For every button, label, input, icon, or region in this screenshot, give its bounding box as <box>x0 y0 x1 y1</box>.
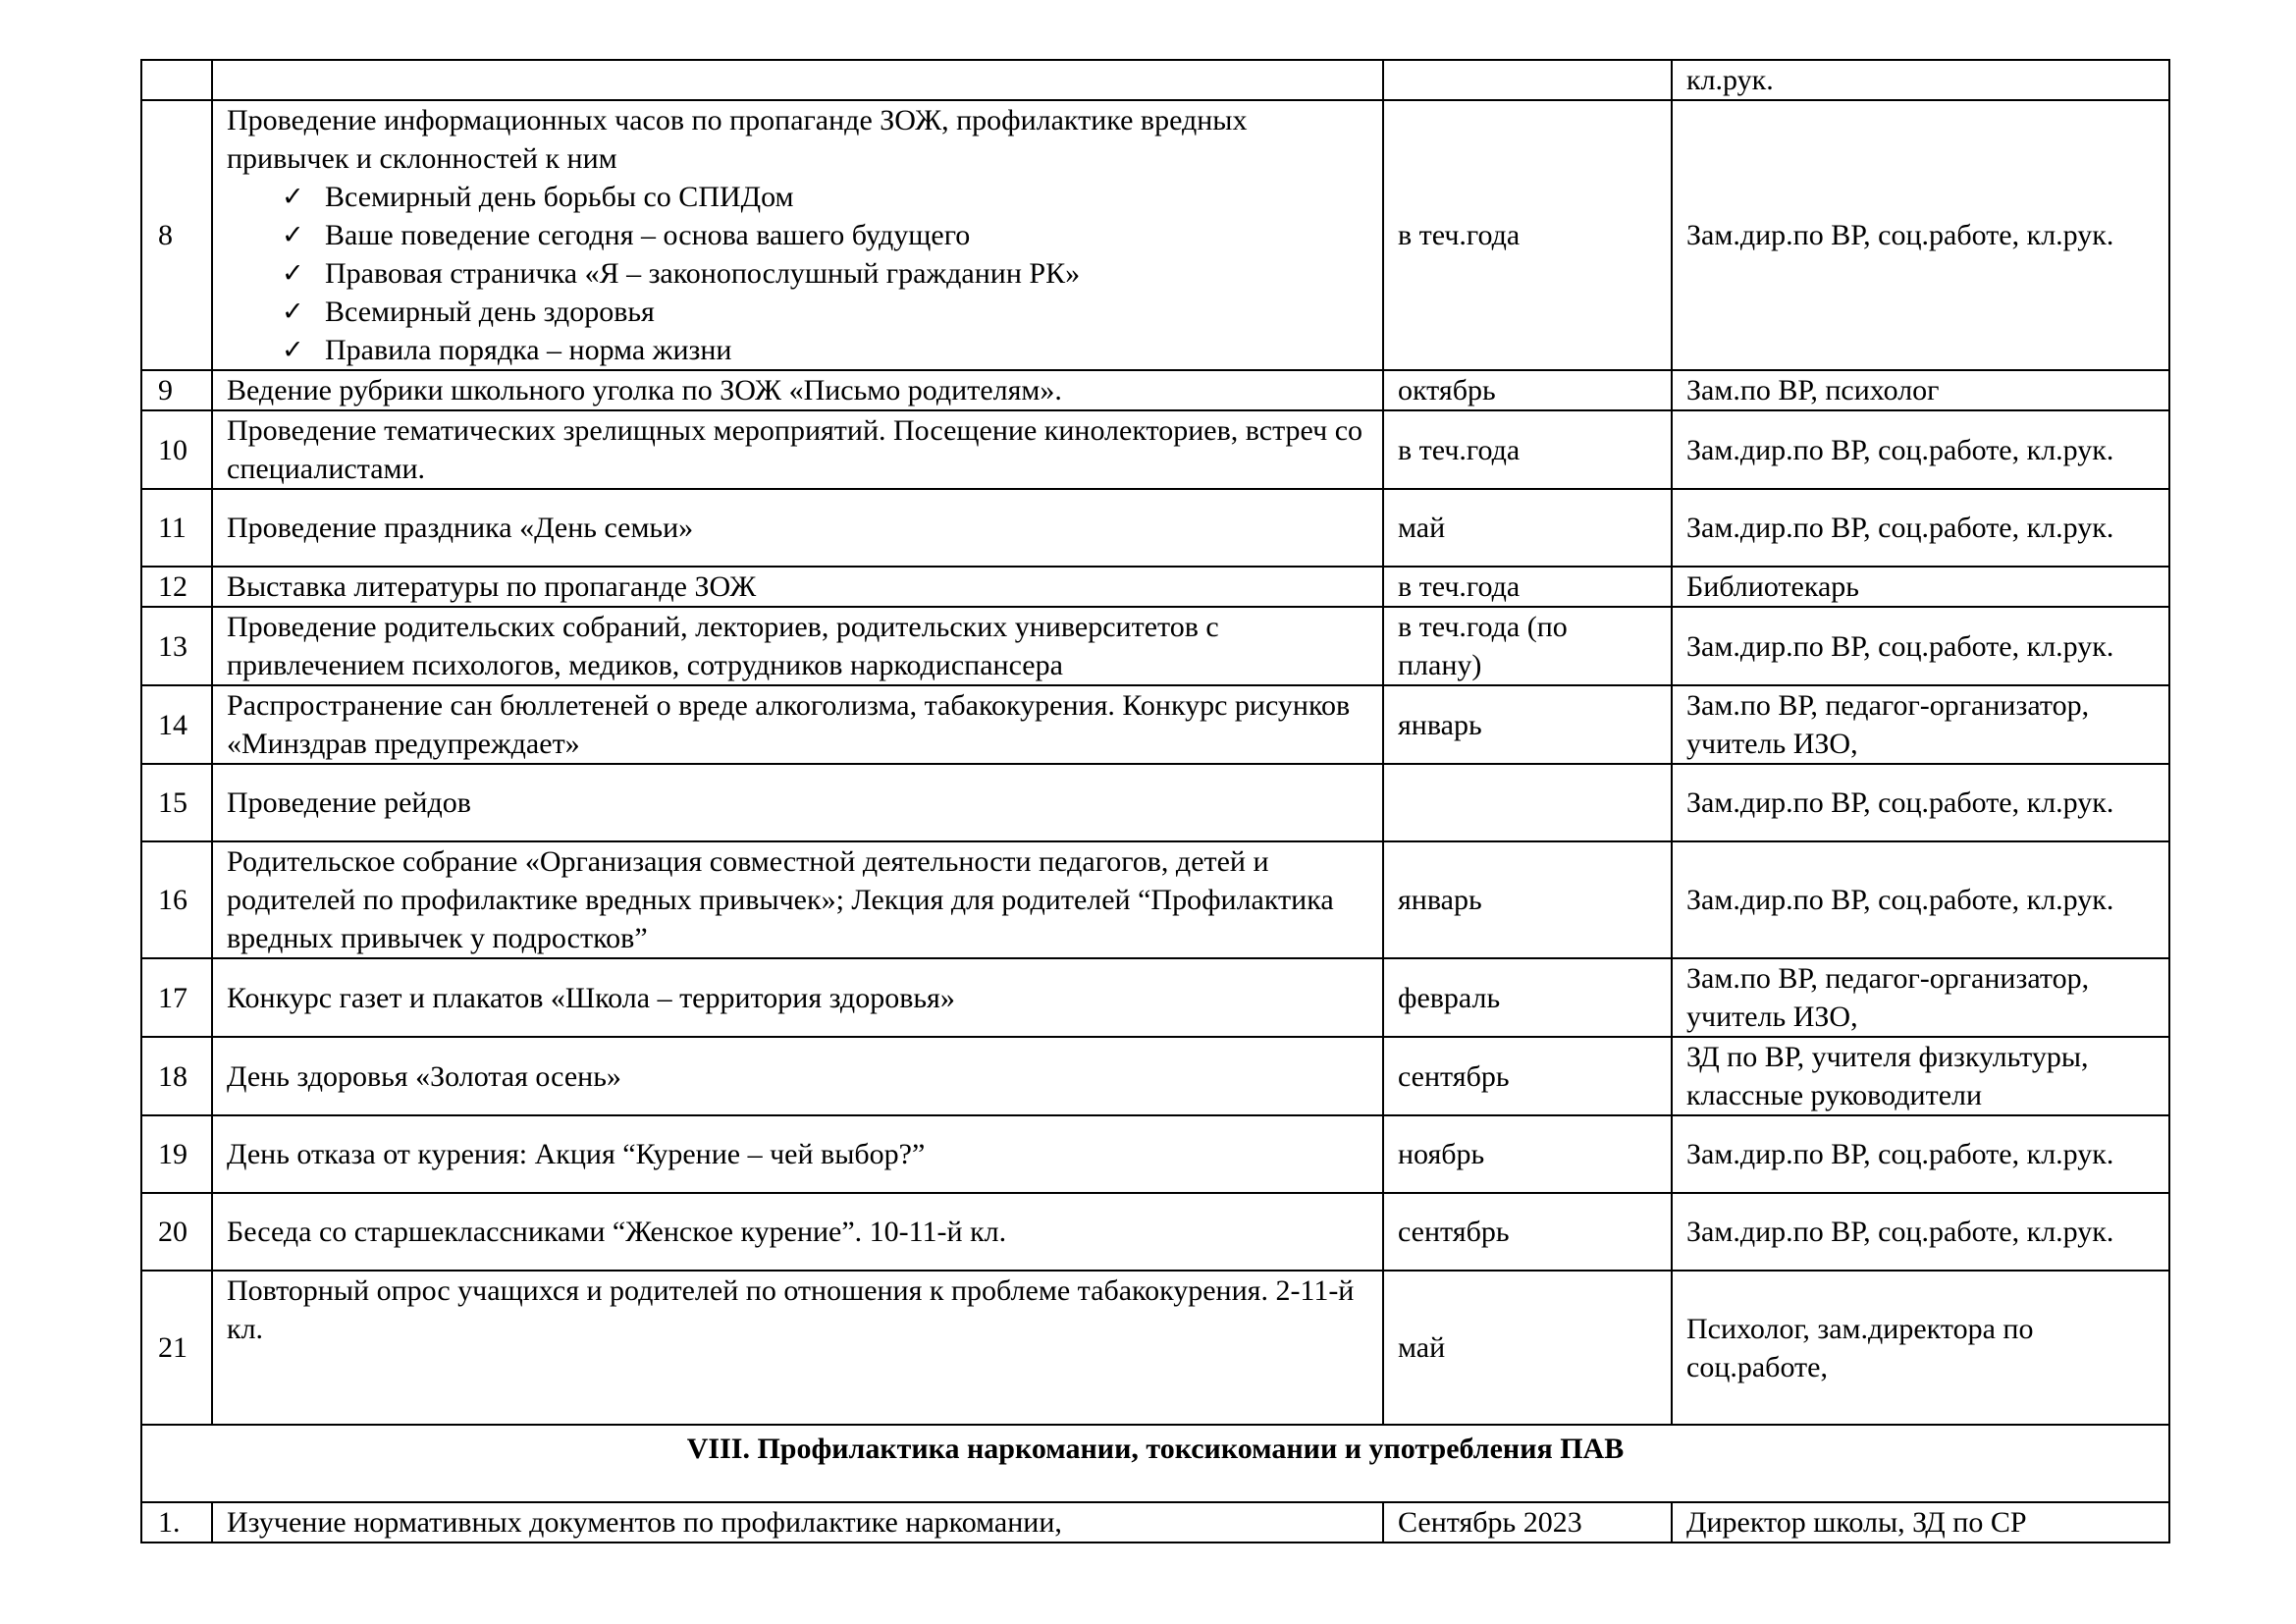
date-cell <box>1383 60 1672 100</box>
event-cell: Родительское собрание «Организация совместной деятельности педагогов, детей и родителей по профилактике вредных привычек»; Лекция для родителей “Профилактика вредных привычек у подростков” <box>212 841 1383 958</box>
event-intro: Проведение информационных часов по пропаганде ЗОЖ, профилактике вредных привычек и склонностей к ним <box>227 104 1248 175</box>
event-checklist <box>227 178 1368 369</box>
row-number: 17 <box>141 958 212 1037</box>
table-row <box>141 1271 2169 1425</box>
table-row <box>141 567 2169 607</box>
responsible-cell: Зам.дир.по ВР, соц.работе, кл.рук. <box>1672 764 2169 841</box>
responsible-cell: ЗД по ВР, учителя физкультуры, классные руководители <box>1672 1037 2169 1115</box>
table-row <box>141 764 2169 841</box>
responsible-cell: Психолог, зам.директора по соц.работе, <box>1672 1271 2169 1425</box>
responsible-cell: Зам.дир.по ВР, соц.работе, кл.рук. <box>1672 841 2169 958</box>
row-number: 13 <box>141 607 212 685</box>
row-number: 1. <box>141 1502 212 1543</box>
section-row <box>141 1425 2169 1502</box>
responsible-cell: Зам.дир.по ВР, соц.работе, кл.рук. <box>1672 1115 2169 1193</box>
event-cell: День отказа от курения: Акция “Курение – чей выбор?” <box>212 1115 1383 1193</box>
date-cell: в теч.года <box>1383 567 1672 607</box>
row-number: 12 <box>141 567 212 607</box>
date-cell: Сентябрь 2023 <box>1383 1502 1672 1543</box>
date-cell: январь <box>1383 685 1672 764</box>
date-cell: январь <box>1383 841 1672 958</box>
responsible-cell: Зам.дир.по ВР, соц.работе, кл.рук. <box>1672 410 2169 489</box>
row-number: 8 <box>141 100 212 370</box>
row-number: 14 <box>141 685 212 764</box>
table-row <box>141 410 2169 489</box>
row-number: 15 <box>141 764 212 841</box>
responsible-cell: Зам.дир.по ВР, соц.работе, кл.рук. <box>1672 607 2169 685</box>
event-cell <box>212 100 1383 370</box>
responsible-cell: Директор школы, ЗД по СР <box>1672 1502 2169 1543</box>
list-item-label: Всемирный день борьбы со СПИДом <box>325 181 794 213</box>
event-cell: Проведение родительских собраний, лекториев, родительских университетов с привлечением психологов, медиков, сотрудников наркодиспансера <box>212 607 1383 685</box>
plan-table <box>140 59 2170 1543</box>
responsible-cell: Зам.дир.по ВР, соц.работе, кл.рук. <box>1672 489 2169 567</box>
event-cell: Проведение праздника «День семьи» <box>212 489 1383 567</box>
date-cell: ноябрь <box>1383 1115 1672 1193</box>
date-cell: сентябрь <box>1383 1037 1672 1115</box>
list-item <box>282 331 1368 369</box>
table-row <box>141 607 2169 685</box>
row-number: 20 <box>141 1193 212 1271</box>
table-row <box>141 1037 2169 1115</box>
list-item <box>282 216 1368 254</box>
checkmark-icon: ✓ <box>282 297 304 327</box>
row-number: 11 <box>141 489 212 567</box>
checkmark-icon: ✓ <box>282 182 304 212</box>
row-number: 16 <box>141 841 212 958</box>
event-cell: Проведение рейдов <box>212 764 1383 841</box>
responsible-cell: Зам.по ВР, педагог-организатор, учитель ИЗО, <box>1672 958 2169 1037</box>
date-cell: май <box>1383 489 1672 567</box>
date-cell: в теч.года (по плану) <box>1383 607 1672 685</box>
list-item-label: Правовая страничка «Я – законопослушный гражданин РК» <box>325 257 1081 290</box>
section-title: VIII. Профилактика наркомании, токсикомании и употребления ПАВ <box>141 1425 2169 1502</box>
list-item-label: Правила порядка – норма жизни <box>325 334 732 366</box>
checkmark-icon: ✓ <box>282 258 304 289</box>
table-row <box>141 1115 2169 1193</box>
checkmark-icon: ✓ <box>282 220 304 250</box>
list-item <box>282 254 1368 293</box>
responsible-cell: Библиотекарь <box>1672 567 2169 607</box>
table-row <box>141 100 2169 370</box>
event-cell <box>212 60 1383 100</box>
responsible-cell: Зам.дир.по ВР, соц.работе, кл.рук. <box>1672 1193 2169 1271</box>
table-row <box>141 370 2169 410</box>
event-cell: Распространение сан бюллетеней о вреде алкоголизма, табакокурения. Конкурс рисунков «Минздрав предупреждает» <box>212 685 1383 764</box>
row-number: 10 <box>141 410 212 489</box>
responsible-cell: Зам.по ВР, педагог-организатор, учитель ИЗО, <box>1672 685 2169 764</box>
table-row <box>141 489 2169 567</box>
checkmark-icon: ✓ <box>282 335 304 365</box>
row-number: 18 <box>141 1037 212 1115</box>
table-row <box>141 60 2169 100</box>
table-row <box>141 685 2169 764</box>
event-cell: Повторный опрос учащихся и родителей по отношения к проблеме табакокурения. 2-11-й кл. <box>212 1271 1383 1425</box>
responsible-cell: кл.рук. <box>1672 60 2169 100</box>
row-number: 21 <box>141 1271 212 1425</box>
event-cell: Беседа со старшеклассниками “Женское курение”. 10-11-й кл. <box>212 1193 1383 1271</box>
date-cell: сентябрь <box>1383 1193 1672 1271</box>
date-cell: в теч.года <box>1383 100 1672 370</box>
list-item-label: Ваше поведение сегодня – основа вашего будущего <box>325 219 971 251</box>
list-item <box>282 178 1368 216</box>
date-cell <box>1383 764 1672 841</box>
event-cell: Конкурс газет и плакатов «Школа – территория здоровья» <box>212 958 1383 1037</box>
list-item <box>282 293 1368 331</box>
row-number <box>141 60 212 100</box>
date-cell: в теч.года <box>1383 410 1672 489</box>
table-row <box>141 1193 2169 1271</box>
row-number: 19 <box>141 1115 212 1193</box>
list-item-label: Всемирный день здоровья <box>325 296 655 328</box>
table-row <box>141 958 2169 1037</box>
date-cell: февраль <box>1383 958 1672 1037</box>
table-row <box>141 841 2169 958</box>
date-cell: май <box>1383 1271 1672 1425</box>
date-cell: октябрь <box>1383 370 1672 410</box>
event-cell: Выставка литературы по пропаганде ЗОЖ <box>212 567 1383 607</box>
event-cell: Изучение нормативных документов по профилактике наркомании, <box>212 1502 1383 1543</box>
responsible-cell: Зам.по ВР, психолог <box>1672 370 2169 410</box>
event-cell: Проведение тематических зрелищных мероприятий. Посещение кинолекториев, встреч со специалистами. <box>212 410 1383 489</box>
event-cell: Ведение рубрики школьного уголка по ЗОЖ «Письмо родителям». <box>212 370 1383 410</box>
table-row <box>141 1502 2169 1543</box>
event-cell: День здоровья «Золотая осень» <box>212 1037 1383 1115</box>
responsible-cell: Зам.дир.по ВР, соц.работе, кл.рук. <box>1672 100 2169 370</box>
row-number: 9 <box>141 370 212 410</box>
